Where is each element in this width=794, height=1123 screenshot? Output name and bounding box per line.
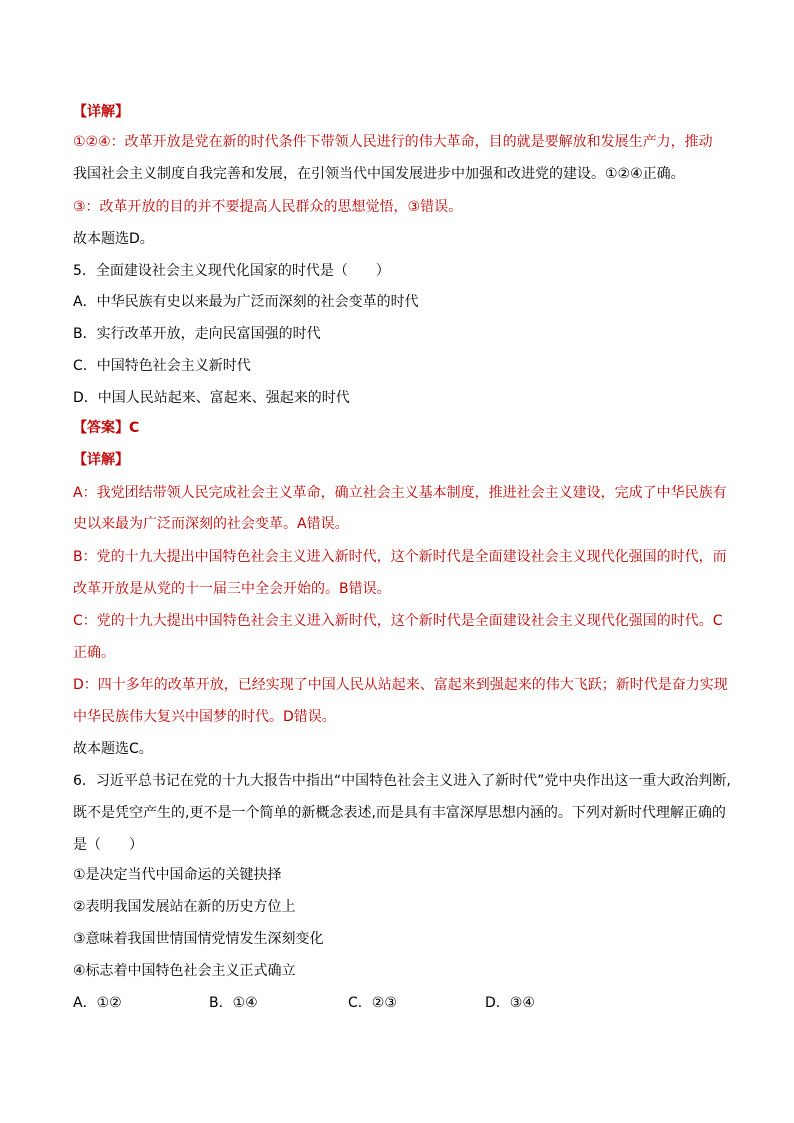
q4-explanation-line: ③：改革开放的目的并不要提高人民群众的思想觉悟，③错误。 <box>73 199 463 215</box>
q4-explanation-heading: 【详解】 <box>73 104 129 120</box>
q6-stem-line: 是（ ） <box>73 837 143 853</box>
q6-statement-2: ②表明我国发展站在新的历史方位上 <box>73 899 296 915</box>
q5-explanation-line: D：四十多年的改革开放，已经实现了中国人民从站起来、富起来到强起来的伟大飞跃；新时代是奋力实现 <box>73 677 728 693</box>
q5-stem: 5．全面建设社会主义现代化国家的时代是（ ） <box>73 263 390 279</box>
q5-explanation-line: 史以来最为广泛而深刻的社会变革。A错误。 <box>73 516 349 532</box>
q5-option-a: A．中华民族有史以来最为广泛而深刻的社会变革的时代 <box>73 294 419 310</box>
q6-choice-c: C．②③ <box>348 995 397 1011</box>
q5-explanation-line: 中华民族伟大复兴中国梦的时代。D错误。 <box>73 709 336 725</box>
q5-option-c: C．中国特色社会主义新时代 <box>73 358 251 374</box>
q5-option-b: B．实行改革开放，走向民富国强的时代 <box>73 326 321 342</box>
q5-answer: 【答案】C <box>73 420 140 436</box>
q5-explanation-line: B：党的十九大提出中国特色社会主义进入新时代，这个新时代是全面建设社会主义现代化强国的时代，而 <box>73 549 727 565</box>
q5-explanation-line: 改革开放是从党的十一届三中全会开始的。B错误。 <box>73 581 391 597</box>
q5-explanation-line: 正确。 <box>73 645 115 661</box>
q6-statement-4: ④标志着中国特色社会主义正式确立 <box>73 963 296 979</box>
q6-statement-3: ③意味着我国世情国情党情发生深刻变化 <box>73 931 324 947</box>
q4-explanation-line: ①②④：改革开放是党在新的时代条件下带领人民进行的伟大革命，目的就是要解放和发展生产力，推动 <box>73 134 713 150</box>
q6-choice-a: A．①② <box>73 995 122 1011</box>
q5-option-d: D．中国人民站起来、富起来、强起来的时代 <box>73 390 350 406</box>
q6-choice-b: B．①④ <box>209 995 258 1011</box>
q5-explanation-line: C：党的十九大提出中国特色社会主义进入新时代，这个新时代是全面建设社会主义现代化强国的时代。C <box>73 613 723 629</box>
q5-conclusion: 故本题选C。 <box>73 741 153 757</box>
q6-stem-line: 6．习近平总书记在党的十九大报告中指出“中国特色社会主义进入了新时代”党中央作出这一重大政治判断, <box>73 773 731 789</box>
q5-explanation-heading: 【详解】 <box>73 452 129 468</box>
q4-explanation-line: 我国社会主义制度自我完善和发展，在引领当代中国发展进步中加强和改进党的建设。①②④正确。 <box>73 166 685 182</box>
q6-choice-d: D．③④ <box>485 995 535 1011</box>
q5-explanation-line: A：我党团结带领人民完成社会主义革命，确立社会主义基本制度，推进社会主义建设，完成了中华民族有 <box>73 485 727 501</box>
q4-conclusion: 故本题选D。 <box>73 231 154 247</box>
q6-statement-1: ①是决定当代中国命运的关键抉择 <box>73 867 282 883</box>
q6-stem-line: 既不是凭空产生的,更不是一个简单的新概念表述,而是具有丰富深厚思想内涵的。下列对新时代理解正确的 <box>73 805 726 821</box>
